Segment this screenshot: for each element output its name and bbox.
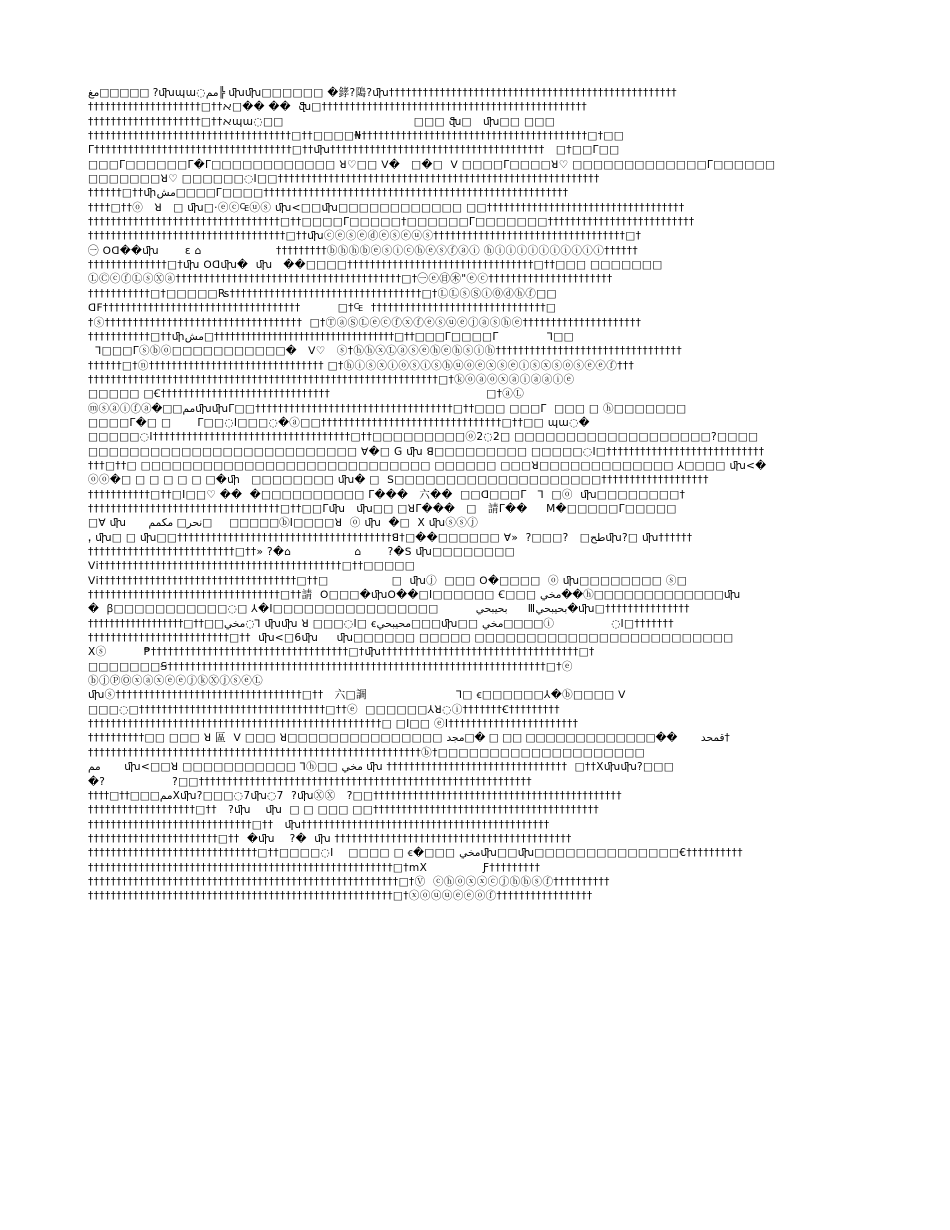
document-text-line: ††††††††††††††††††††††††††††††††††††††††††††††††††††□ □Ι□□ ⓔΙ††††††††††††††††††††††† (88, 718, 579, 731)
document-text-line: †††††††††††††††††††††††††††††††††††□††ﬗⓒⓔⓢⓔⓓⓔⓢⓔⓤⓢ††††††††††††††††††††††††††††††††††□† (88, 230, 642, 243)
document-text-line: □□□□□◌Ι†††††††††††††††††††††††††††††††††††□††□□□□□□□□□ⓞ2◌2□ □□□□□□□□□□□□□□□□□□□?□□□□ (88, 431, 759, 444)
document-text-line: ††††††††††††††††††††††††††††††††††□††請 ꓳ□□□�ﬗꓳ��□Ι□□□□□□ Ꞓ□□□ مخي��ⓗ□□□□□□□□□□□□□ﬗ (88, 589, 741, 602)
document-text-line: †††††††††††□†□□□□□₨††††††††††††††††††††††††††††††††††□†ⓁⓁⓢⓈⓘ⓪ⓓⓗⓕ□□ (88, 287, 557, 300)
document-text-line: �? ?□□††††††††††††††††††††††††††††††††††††††††††††††††††††††††††† (88, 775, 532, 788)
document-text-line: †††††††††††††††††††††††††††††††††††††††††††††††††††††††□†Ⓥ ⓒⓗⓞⓧⓧⓒⓙⓗⓗⓢⓕ†††††††††† (88, 875, 610, 888)
document-text-line: مم ﬗ<□□ꓤ □□□□□□□□□□□ ꓶⓗ□□ مخي ﬗ †††††††††††††††††††††††††††††††† □††Xﬗﬗ?□□□ (88, 761, 675, 774)
document-text-line: Ⅹⓢ ₱†††††††††††††††††††††††††††††††††††□†ﬗ†††††††††††††††††††††††††††††††††††□† (88, 646, 595, 659)
document-text-line: ﬗⓢ†††††††††††††††††††††††††††††††††□†† 六□調 ꓶ□ ꞓ□□□□□□⅄�ⓑ□□□□ ꓦ (88, 689, 626, 702)
document-text-line: ††††††††††††††††††††††††††††††□††□□□□◌Ι □□□□ □ ꞓ�□□□ مخيﬗ□□ﬗ□□□□□□□□□□□□□□€†††††††††† (88, 847, 743, 860)
document-text-line: ††††††††††††††††††††††††††††††††††□††□□Γﬗ ﬗ□□ □ꓤΓ��� □ 請Γ�� M�□□□□□Γ□□□□□ (88, 502, 677, 515)
document-text-line: مغ□□□□□ ?ﬗɰɯ◌مم╠ ﬗﬗ□□□□□□ �﨧?﨩?ﬗ††††††††††††††††††††††††††††††††††††††††††††††††††† (88, 87, 677, 99)
document-text-line: ††††††□†ⓝ††††††††††††††††††††††††††††††† □†ⓗⓘⓢⓧⓘⓞⓢⓘⓢⓗⓤⓞⓔⓧⓢⓔⓘⓢⓧⓢⓞⓢⓔⓔⓕ††† (88, 359, 635, 372)
document-text-line: ††††††††††††††□†ﬗ ꓳꓷﬗ� ﬗ ��□□□□†††††††††††††††††††††††††††††††††□††□□□ □□□□□□□ (88, 259, 663, 272)
document-text-line: ††††□††□□□ممXﬗ?□□□◌7ﬗ◌7 ?ﬗⓍⓍ ?□□†††††††††††††††††††††††††††††††††††††††††††† (88, 789, 622, 802)
document-text-line: ††††††††††□□ □□□ ꓤ 區 ꓦ □□□ ꓤ□□□□□□□□□□□□□□□ قمحد ��□□□□□□□□□□□□□ □□ □ �□مجد† (88, 732, 730, 745)
document-text-line: †ⓢ††††††††††††††††††††††††††††††††††† □†ⓉⓐⓈⓁⓔⓒⓕⓧⓕⓔⓢⓤⓔⓙⓐⓢⓗⓔ††††††††††††††††††††† (88, 316, 642, 329)
document-text-line: ꓦi†††††††††††††††††††††††††††††††††††††††††††□††□□□□□ (88, 560, 416, 573)
document-text-line: ꓶ□□□Γⓢⓑⓞ□□□□□□□□□□□� ꓦ♡ ⓢ†ⓗⓗⓧⓁⓐⓢⓔⓗⓔⓗⓢⓘⓗ††††††††††††††††††††††††††††††††† (88, 345, 682, 358)
document-text-line: †††□††□ □□□□□□□□□□□□□□□□□□□□□□□□□□□□ □□□□□□ □□□ꓤ□□□□□□□□□□□□□ ⅄□□□□ ﬗ<� (88, 459, 767, 472)
document-text-line: †††††††††††††††††††††††††††††††††††††††††††††††††††††††††††ⓑ†□□□□□□□□□□□□□□□□□□□□ (88, 746, 645, 759)
document-text-line: †††††††††††††††††††††††□†† �ﬗ ?� ﬗ †††††††††††††††††††††††††††††††††††††††††† (88, 832, 572, 845)
document-text-line: †††††††††††□††ﬕمش□††††††††††††††††††††††††††††††††††□††□□□Γ□□□□Γ ꓶ□□ (88, 330, 574, 343)
document-text-line: ††††††††††††††††††††□††ﬡɰɯ◌□□ □□□ ﬖ□ ﬗ□□ □□□ (88, 115, 556, 128)
document-text-line: ††††††††††††††††††††††††††††††††††††††††††††††††††††††††††††††□†ⓚⓞⓐⓞⓧⓐⓘⓐⓐⓘⓔ (88, 373, 575, 386)
document-text-line: ††††††††††††††††††††††††††††††††††□††□□□□Γ□□□□□†□□□□□□Γ□□□□□□□†††††††††††††††††††††††††† (88, 216, 695, 229)
document-text-line: □□□Γ□□□□□□Γ�Γ□□□□□□□□□□□□ ꓤ♡□□ ꓦ� □�□ ꓦ □□□□Γ□□□□ꓤ♡ □□□□□□□□□□□□□Γ□□□□□□ (88, 158, 776, 171)
document-page (88, 86, 862, 1146)
document-text-line: □□□◌□†††††††††††††††††††††††††††††††††□††ⓔ □□□□□□⅄ꓤ◌ⓘ†††††††Ꞓ††††††††† (88, 703, 560, 716)
document-text-line: ††††††††††††††††††††††††††□††» ?�⌂ ⌂ ?�ꓢ ﬗ□□□□□□□□ (88, 546, 515, 558)
document-text-line: Γ†††††††††††††††††††††††††††††††††††□††ﬗ†††††††††††††††††††††††††††††††††††††† □†□□Γ□□ (88, 144, 620, 157)
document-text-line: ††††††††††††††††††††††††††††††††††††□††□□□□₦††††††††††††††††††††††††††††††††††††††††□†□□ (88, 130, 625, 143)
document-text-line: ㊀ ꓳꓷ��ﬗ ε ⌂ †††††††††ⓑⓗⓗⓑⓔⓢⓘⓒⓗⓔⓢⓕⓐⓘ ⓗⓘⓘⓘⓘⓘⓘⓘⓘⓘⓘ†††††† (88, 244, 639, 257)
document-text-line: ††††††††††††††††††††††††††††††††††††††††††††††††††††††□†ⅿⅩ Ƒ††††††††† (88, 861, 541, 874)
document-text-line: □□□□□□□□□□□□□□□□□□□□□□□□□□ ꓯ�□ G ﬗ ꓭ□□□□□□□□□ □□□□□◌Ι□†††††††††††††††††††††††††††† (88, 445, 765, 458)
document-text-line: ††††††††††††††††††††††††††††††††††††††††††††††††††††††□†ⓧⓞⓤⓤⓔⓔⓞⓕ††††††††††††††††† (88, 890, 593, 903)
document-text-line: ††††††††††††††††††††□††ﬡ□�� �� ﬖ□††††††††††††††††††††††††††††††††††††††††††††††† (88, 101, 588, 114)
document-text-line: †††††††††††††††††††□†† ?ﬗ ﬗ □ □ □□□ □□†††††††††††††††††††††††††††††††††††††††† (88, 804, 600, 817)
document-text-line: □□□□Γ�□ □ Γ□□◌Ι□□□◌�ⓐ□□††††††††††††††††††††††††††††††††□††□□ ɰɯ◌� (88, 416, 590, 429)
document-text-line: ††††□††ⓞ ꓤ □ ﬗ□·ⓔⓒ₠ⓤⓢ ﬗ<□□ﬗ□□□□□□□□□□□□ □□††††††††††††††††††††††††††††††††††† (88, 201, 685, 214)
document-text-line: □□□□□□□ꓤ♡ □□□□□□◌Ι□□††††††††††††††††††††††††††††††††††††††††††††††††††††††††† (88, 173, 600, 186)
document-text-line: †††††††††††††††††††††††††††††□†† ﬗ†††††††††††††††††††††††††††††††††††††††††††† (88, 818, 550, 831)
document-text-line: ꓦi†††††††††††††††††††††††††††††††††††□††□ □ ﬗⓙ □□□ ꓳ�□□□□ ⓞ ﬗ□□□□□□□□ ⓢ□ (88, 574, 688, 587)
document-text-line: ⓁⒸⓒⓕⓁⓢⓍⓐ††††††††††††††††††††††††††††††††††††††††□†㊀ⓔ㊐㊍"ⓔⓒ†††††††††††††††††††††† (88, 273, 613, 286)
document-text-line: ⓞⓞ�□ □ □ □ □ □ □�ﬕ □□□□□□□□ ﬗ� □ ꓢ□□□□□□□□□□□□□□□□□□□□††††††††††††††††††† (88, 474, 709, 487)
document-text-line: � ꞵ□□□□□□□□□□□◌□ ⅄�Ι□□□□□□□□□□□□□□□□ بحيبحي Ⅲبحيبحي�ﬗ□††††††††††††††† (88, 603, 690, 616)
document-text-line: †††††††††††††††††††††††††□†† ﬗ<□6ﬗ ﬗ□□□□□□ □□□□□ □□□□□□□□□□□□□□□□□□□□□□□□□ (88, 632, 734, 645)
document-text-line: ⓜⓢⓐⓘⓕⓐ�□□ممﬗﬗΓ□□†††††††††††††††††††††††††††††††††††□††□□□ □□□Γ □□□ □ ⓗ□□□□□□□ (88, 402, 687, 415)
document-text-line: ††††††□††ﬕمش□□□□Γ□□□□†††††††††††††††††††††††††††††††††††††††††††††††††††††† (88, 187, 569, 200)
document-text-line: ⓑⓙⓅⓄⓧⓐⓧⓔⓔⓙⓚⓍⓙⓢⓔⓁ (88, 675, 264, 688)
document-text-line: □□□□□□□Ꞩ†††††††††††††††††††††††††††††††††††††††††††††††††††††††††††††††††††□†ⓔ (88, 660, 573, 673)
document-text-line: ꓷꓝ††††††††††††††††††††††††††††††††††† □†₠ †††††††††††††††††††††††††††††††□ (88, 302, 557, 315)
document-text-line: ††††††††††††††††††□††□□مخي◌ꓶ ﬗﬗ ꓤ □□□◌Ι□ ꞓمحيبحي□□□ﬗ□□ مخي□□□□ⓘ ◌Ι□††††††† (88, 617, 674, 630)
document-text-line: ꓹ ﬗ□ □ ﬗ□□††††††††††††††††††††††††††††††††††††††ꓭ†□��□□□□□□ ꓯ» ?□□□? □طحﬗ?□ ﬗ†††††† (88, 531, 693, 544)
document-text-line: □□□□□ □Ꞓ†††††††††††††††††††††††††††††† □†ⓐⓁ (88, 388, 525, 401)
document-text-line: †††††††††††□††□Ι□□♡ �� �□□□□□□□□□□ Γ��� 六�� □□ꓷ□□□Γ ꓶ □ⓞ ﬗ□□□□□□□□† (88, 488, 686, 501)
document-text-line: □ꓯ ﬗ نحر□ مكمم□ □□□□□ⓑΙ□□□□ꓤ ⓞ ﬗ �□ X ﬗⓢⓢⓙ (88, 517, 479, 530)
